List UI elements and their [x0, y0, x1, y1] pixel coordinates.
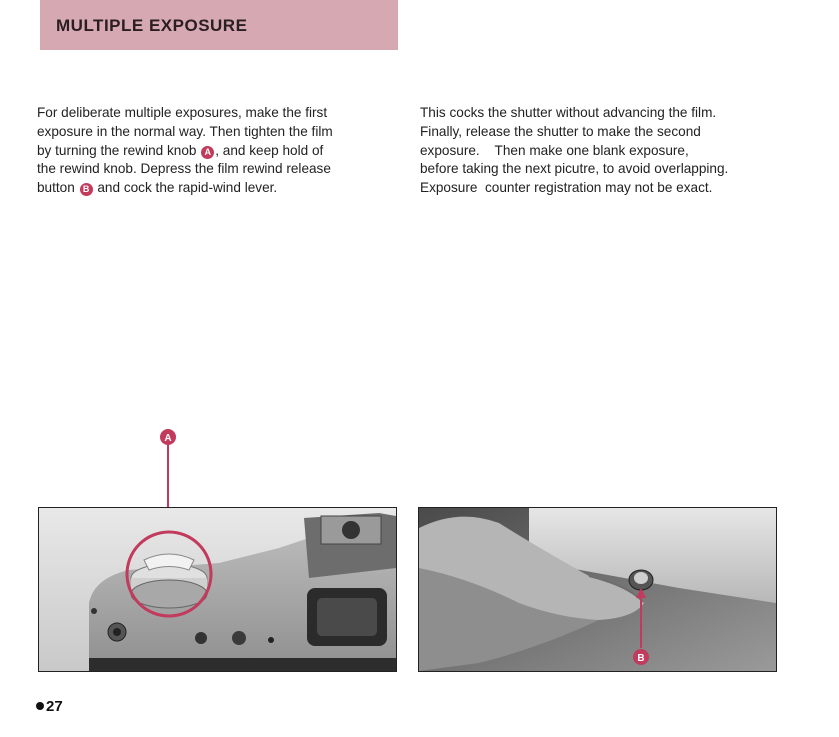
left-text-column	[37, 104, 399, 198]
text-line: For deliberate multiple exposures, make the first	[37, 105, 328, 120]
text-line	[37, 179, 399, 198]
text-line: This cocks the shutter without advancing the film.	[420, 105, 717, 120]
text-line	[37, 142, 399, 161]
text-fragment: button	[37, 180, 75, 196]
text-line: Finally, release the shutter to make the second	[420, 123, 701, 139]
camera-illustration	[39, 508, 396, 671]
text-fragment: , and keep hold of	[215, 142, 324, 158]
rewind-release-photo	[418, 507, 777, 672]
text-fragment: by turning the rewind knob	[37, 142, 197, 158]
page-number-value: 27	[46, 698, 63, 715]
text-line: Exposure counter registration may not be exact.	[420, 180, 713, 196]
finger-illustration	[419, 508, 776, 671]
page-title: MULTIPLE EXPOSURE	[56, 16, 248, 35]
camera-top-photo	[38, 507, 397, 672]
right-text-column	[420, 104, 800, 198]
page-number	[36, 698, 63, 715]
text-line: the rewind knob. Depress the film rewind release	[37, 161, 331, 177]
callout-marker-a-icon: A	[201, 146, 214, 159]
bullet-icon	[36, 702, 44, 710]
callout-b-label: B	[637, 653, 645, 664]
callout-a-label: A	[164, 433, 172, 444]
callout-marker-b-icon: B	[80, 183, 93, 196]
text-line: exposure in the normal way. Then tighten the film	[37, 123, 333, 139]
text-line: exposure. Then make one blank exposure,	[420, 142, 689, 158]
section-header-bar	[40, 0, 398, 50]
text-fragment: and cock the rapid-wind lever.	[97, 180, 278, 196]
text-line: before taking the next picutre, to avoid overlapping.	[420, 161, 729, 177]
